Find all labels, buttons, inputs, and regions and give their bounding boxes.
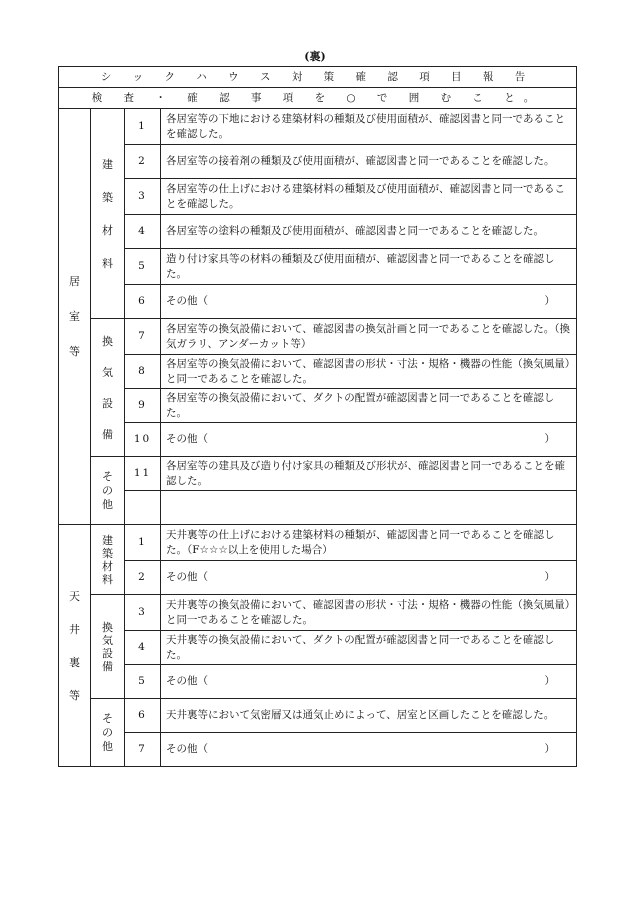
check-item[interactable]: 天井裏等の仕上げにおける建築材料の種類が、確認図書と同一であることを確認した。（F☆☆☆以上を使用した場合）	[161, 525, 577, 561]
page-side-label: (裏)	[304, 50, 326, 63]
group-attic-other-label: そ の 他	[91, 699, 125, 767]
section-attic-label: 天 井 裏 等	[59, 525, 91, 767]
check-item[interactable]: 各居室等の接着剤の種類及び使用面積が、確認図書と同一であることを確認した。	[161, 145, 577, 179]
other-close-paren: ）	[544, 675, 556, 688]
item-number: 6	[125, 699, 161, 733]
group-attic-building-materials-label: 建 築 材 料	[91, 525, 125, 595]
item-number: 6	[125, 285, 161, 319]
item-number: 3	[125, 179, 161, 215]
form-instruction: 検 査 ・ 確 認 事 項 を ○ で 囲 む こ と。	[59, 88, 577, 109]
check-item[interactable]: 各居室等の建具及び造り付け家具の種類及び形状が、確認図書と同一であることを確認した。	[161, 457, 577, 491]
check-item[interactable]: 造り付け家具等の材料の種類及び使用面積が、確認図書と同一であることを確認した。	[161, 249, 577, 285]
item-number: 2	[125, 145, 161, 179]
other-label: その他（	[166, 675, 208, 688]
item-number: 3	[125, 595, 161, 631]
item-number: 8	[125, 355, 161, 389]
item-number: 7	[125, 733, 161, 767]
other-label: その他（	[166, 295, 208, 308]
other-close-paren: ）	[544, 295, 556, 308]
check-item[interactable]: 各居室等の下地における建築材料の種類及び使用面積が、確認図書と同一であることを確認した。	[161, 109, 577, 145]
item-number: 5	[125, 249, 161, 285]
group-living-other-label: そ の 他	[91, 457, 125, 525]
check-item[interactable]: 各居室等の仕上げにおける建築材料の種類及び使用面積が、確認図書と同一であることを確認した。	[161, 179, 577, 215]
other-label: その他（	[166, 571, 208, 584]
group-attic-ventilation-label: 換 気 設 備	[91, 595, 125, 699]
item-number: 4	[125, 631, 161, 665]
item-number: 7	[125, 319, 161, 355]
item-number: 2	[125, 561, 161, 595]
other-close-paren: ）	[544, 743, 556, 756]
group-living-ventilation-label: 換 気 設 備	[91, 319, 125, 457]
item-number: 9	[125, 389, 161, 423]
other-label: その他（	[166, 743, 208, 756]
item-number: 10	[125, 423, 161, 457]
check-item-other[interactable]	[161, 285, 577, 319]
check-item[interactable]: 各居室等の換気設備において、確認図書の形状・寸法・規格・機器の性能（換気風量）と同一であることを確認した。	[161, 355, 577, 389]
item-number: 4	[125, 215, 161, 249]
check-item[interactable]: 天井裏等の換気設備において、確認図書の形状・寸法・規格・機器の性能（換気風量）と同一であることを確認した。	[161, 595, 577, 631]
group-living-building-materials-label: 建 築 材 料	[91, 109, 125, 319]
check-item[interactable]: 天井裏等において気密層又は通気止めによって、居室と区画したことを確認した。	[161, 699, 577, 733]
empty-number-cell	[125, 491, 161, 525]
other-label: その他（	[166, 433, 208, 446]
other-close-paren: ）	[544, 571, 556, 584]
check-item[interactable]: 各居室等の塗料の種類及び使用面積が、確認図書と同一であることを確認した。	[161, 215, 577, 249]
section-living-label: 居 室 等	[59, 109, 91, 525]
check-item[interactable]: 天井裏等の換気設備において、ダクトの配置が確認図書と同一であることを確認した。	[161, 631, 577, 665]
item-number: 11	[125, 457, 161, 491]
check-item-other[interactable]	[161, 665, 577, 699]
check-item-other[interactable]	[161, 423, 577, 457]
check-item-other[interactable]	[161, 561, 577, 595]
item-number: 5	[125, 665, 161, 699]
form-title: シ ッ ク ハ ウ ス 対 策 確 認 項 目 報 告	[59, 67, 577, 88]
check-item[interactable]: 各居室等の換気設備において、ダクトの配置が確認図書と同一であることを確認した。	[161, 389, 577, 423]
check-item[interactable]: 各居室等の換気設備において、確認図書の換気計画と同一であることを確認した。（換気ガラリ、アンダーカット等）	[161, 319, 577, 355]
other-close-paren: ）	[544, 433, 556, 446]
empty-item-cell[interactable]	[161, 491, 577, 525]
sick-house-check-table	[58, 66, 577, 767]
check-item-other[interactable]	[161, 733, 577, 767]
item-number: 1	[125, 525, 161, 561]
item-number: 1	[125, 109, 161, 145]
